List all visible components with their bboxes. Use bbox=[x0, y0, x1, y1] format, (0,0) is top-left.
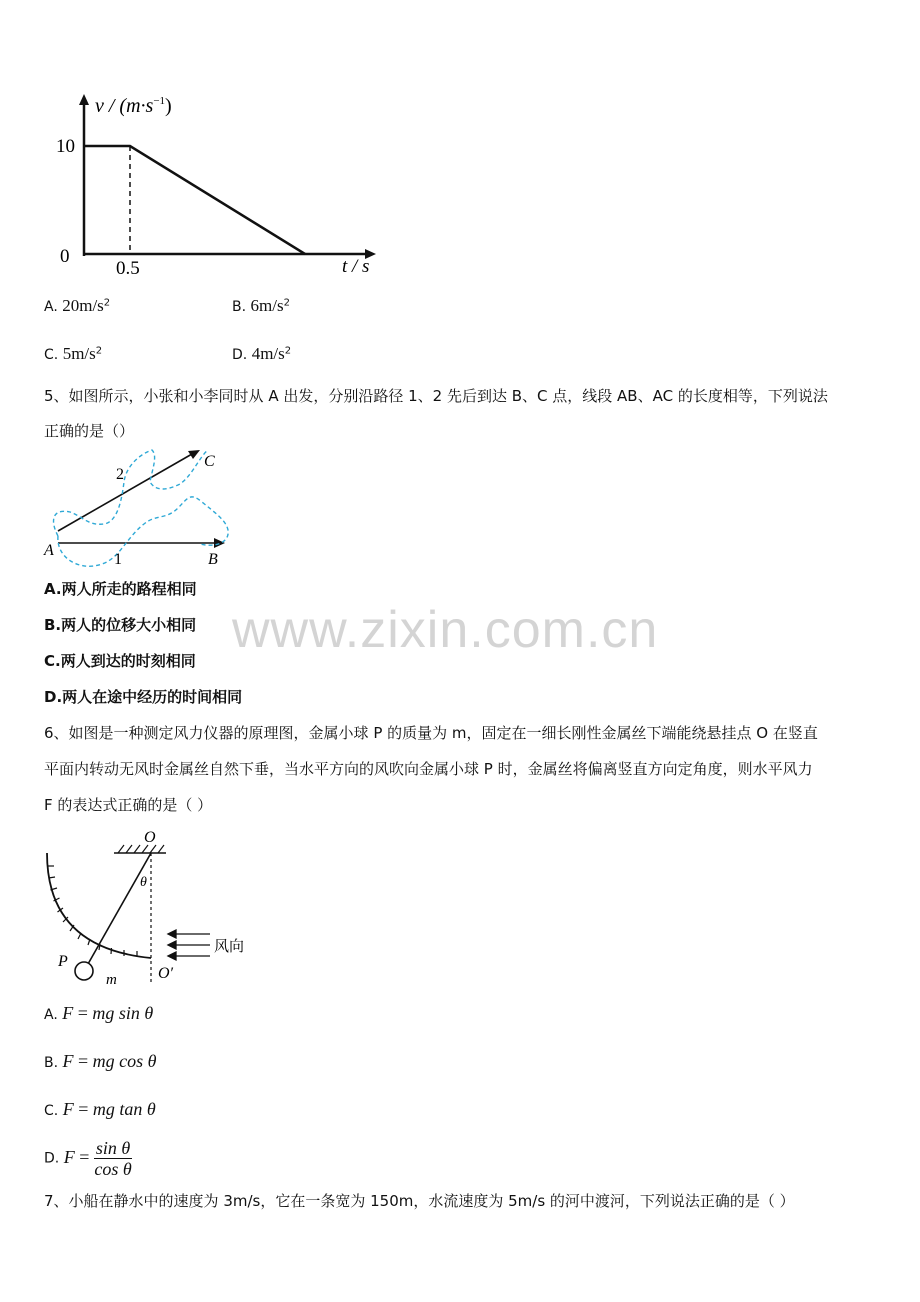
label-o: O bbox=[144, 829, 156, 846]
q4-option-c[interactable]: C. $5m/s^2$ bbox=[44, 344, 103, 363]
label-2: 2 bbox=[116, 466, 124, 483]
q6-option-b[interactable]: B. F = mg cos θ bbox=[44, 1051, 157, 1071]
q5-option-b[interactable]: B.两人的位移大小相同 bbox=[44, 616, 197, 634]
x-tick-0-5: 0.5 bbox=[116, 258, 140, 279]
wind-gauge-figure bbox=[40, 826, 260, 991]
path-figure bbox=[40, 446, 240, 574]
q6-stem-line2: 平面内转动无风时金属丝自然下垂，当水平方向的风吹向金属小球 P 时，金属丝将偏离竖直方向定角度，则水平风力 bbox=[44, 760, 813, 778]
label-o-prime: O′ bbox=[158, 965, 174, 982]
q5-stem-line2: 正确的是（） bbox=[44, 422, 135, 440]
q5-stem-line1: 5、如图所示，小张和小李同时从 A 出发，分别沿路径 1、2 先后到达 B、C 点，线段 AB、AC 的长度相等，下列说法 bbox=[44, 387, 828, 405]
t-axis-label: t / s bbox=[342, 256, 370, 277]
q6-stem-line3: F 的表达式正确的是（ ） bbox=[44, 796, 213, 814]
q6-option-c[interactable]: C. F = mg tan θ bbox=[44, 1099, 156, 1119]
q4-option-a[interactable]: A. $20m/s^2$ bbox=[44, 296, 111, 315]
q4-option-b[interactable]: B. $6m/s^2$ bbox=[232, 296, 290, 315]
label-c: C bbox=[204, 453, 215, 470]
q7-stem: 7、小船在静水中的速度为 3m/s，它在一条宽为 150m，水流速度为 5m/s 的河中渡河，下列说法正确的是（ ） bbox=[44, 1192, 795, 1210]
label-p: P bbox=[58, 953, 68, 970]
q5-option-a[interactable]: A.两人所走的路程相同 bbox=[44, 580, 197, 598]
q6-option-a[interactable]: A. F = mg sin θ bbox=[44, 1003, 154, 1023]
label-b: B bbox=[208, 551, 218, 568]
metal-wire bbox=[88, 853, 151, 964]
fraction: $\frac{\text{sin θ}}{\text{cos θ}}$ bbox=[94, 1138, 132, 1179]
origin-label: 0 bbox=[60, 246, 70, 267]
label-1: 1 bbox=[114, 551, 122, 568]
y-tick-10: 10 bbox=[56, 136, 75, 157]
q5-option-d[interactable]: D.两人在途中经历的时间相同 bbox=[44, 688, 243, 706]
watermark: www.zixin.com.cn bbox=[232, 601, 659, 659]
v-axis-label: $v / (m\cdot s^{-1})$ bbox=[95, 95, 172, 117]
vt-graph bbox=[50, 88, 390, 283]
ceiling-hatch bbox=[118, 845, 164, 853]
metal-ball bbox=[75, 962, 93, 980]
q4-option-d[interactable]: D. $4m/s^2$ bbox=[232, 344, 292, 363]
label-a: A bbox=[44, 542, 54, 559]
arrow-b bbox=[214, 538, 225, 548]
label-wind: 风向 bbox=[214, 939, 245, 955]
path-1 bbox=[58, 497, 228, 566]
segment-ac bbox=[58, 454, 192, 531]
q6-stem-line1: 6、如图是一种测定风力仪器的原理图，金属小球 P 的质量为 m，固定在一细长刚性金属丝下端能绕悬挂点 O 在竖直 bbox=[44, 724, 818, 742]
wind-arrows bbox=[168, 930, 210, 960]
v-axis-arrow bbox=[79, 94, 89, 105]
scale-arc bbox=[47, 853, 151, 958]
velocity-line bbox=[84, 146, 305, 254]
q5-option-c[interactable]: C.两人到达的时刻相同 bbox=[44, 652, 196, 670]
q6-option-d[interactable]: D. F = $\frac{\text{sin θ}}{\text{cos θ}}$ bbox=[44, 1138, 132, 1179]
path-2 bbox=[54, 450, 208, 536]
label-m: m bbox=[106, 972, 117, 988]
label-theta: θ bbox=[140, 875, 147, 890]
